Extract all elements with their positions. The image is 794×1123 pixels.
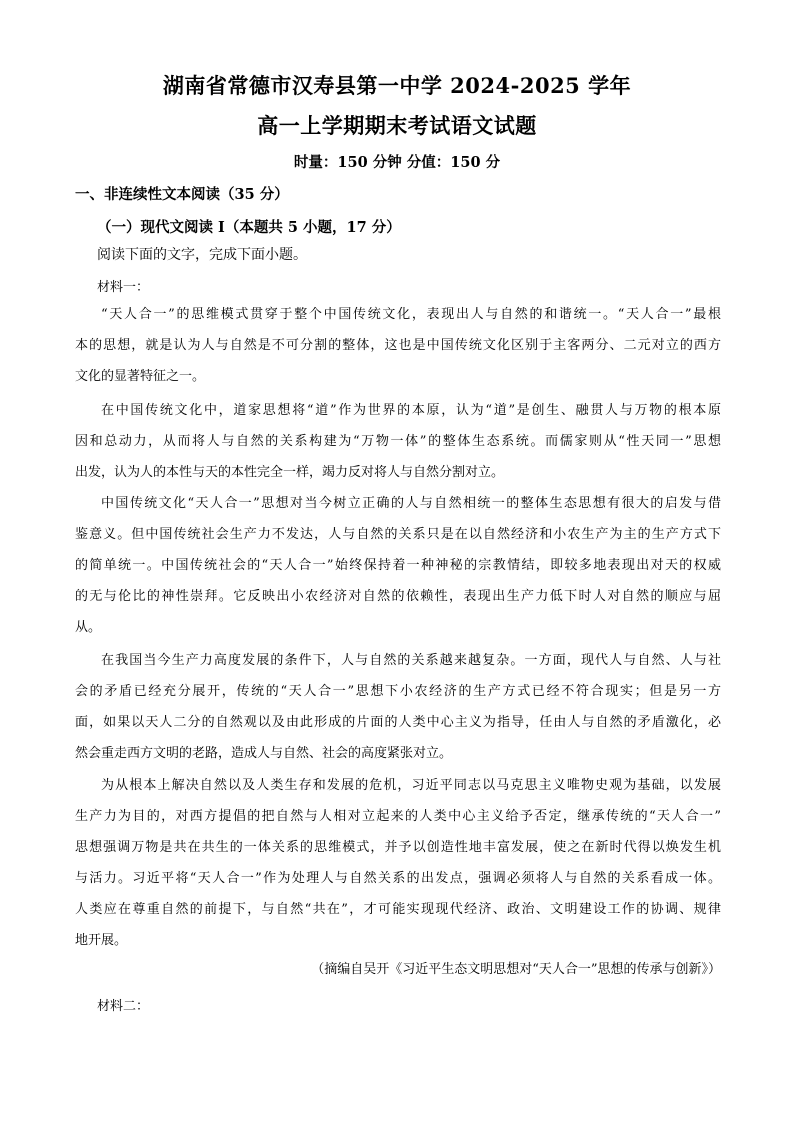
- paragraph-line: 人类应在尊重自然的前提下，与自然“共在”，才可能实现现代经济、政治、文明建设工作的协调、规律: [75, 902, 721, 917]
- paragraph-4: [75, 645, 721, 769]
- reading-instruction: 阅读下面的文字，完成下面小题。: [97, 247, 307, 263]
- section-heading: 一、非连续性文本阅读（35 分）: [75, 186, 289, 203]
- exam-meta: 时量：150 分钟 分值：150 分: [293, 154, 501, 171]
- paragraph-3: [75, 488, 721, 643]
- paragraph-line: 因和总动力，从而将人与自然的关系构建为“万物一体”的整体生态系统。而儒家则从“性天同一”思想: [75, 434, 721, 449]
- exam-title-line2: 高一上学期期末考试语文试题: [257, 113, 537, 138]
- source-citation: （摘编自吴开《习近平生态文明思想对“天人合一”思想的传承与创新》）: [311, 962, 721, 977]
- paragraph-line: 会的矛盾已经充分展开，传统的“天人合一”思想下小农经济的生产方式已经不符合现实；但是另一方: [75, 684, 721, 699]
- paragraph-line: 与活力。习近平将“天人合一”作为处理人与自然关系的出发点，强调必须将人与自然的关系看成一体。: [75, 871, 721, 886]
- paragraph-line: 的无与伦比的神性崇拜。它反映出小农经济对自然的依赖性，表现出生产力低下时人对自然的顺应与屈: [75, 589, 721, 604]
- paragraph-line: 本的思想，就是认为人与自然是不可分割的整体，这也是中国传统文化区别于主客两分、二元对立的西方: [75, 338, 721, 353]
- subsection-heading: （一）现代文阅读 I（本题共 5 小题，17 分）: [97, 219, 401, 236]
- paragraph-line: 为从根本上解决自然以及人类生存和发展的危机，习近平同志以马克思主义唯物史观为基础，以发展: [101, 778, 721, 793]
- paragraph-line: 然会重走西方文明的老路，造成人与自然、社会的高度紧张对立。: [75, 746, 453, 761]
- paragraph-line: 在中国传统文化中，道家思想将“道”作为世界的本原，认为“道”是创生、融贯人与万物的根本原: [101, 403, 721, 418]
- paragraph-line: 从。: [75, 620, 102, 635]
- paragraph-line: 在我国当今生产力高度发展的条件下，人与自然的关系越来越复杂。一方面，现代人与自然、人与社: [101, 653, 721, 668]
- paragraph-2: [75, 395, 721, 488]
- paragraph-line: 出发，认为人的本性与天的本性完全一样，竭力反对将人与自然分割对立。: [75, 465, 505, 480]
- paragraph-5: [75, 770, 721, 956]
- paragraph-line: 的简单统一。中国传统社会的“天人合一”始终保持着一种神秘的宗教情结，即较多地表现出对天的权威: [75, 558, 721, 573]
- paragraph-line: 地开展。: [75, 933, 128, 948]
- paragraph-line: 鉴意义。但中国传统社会生产力不发达，人与自然的关系只是在以自然经济和小农生产为主的生产方式下: [75, 527, 721, 542]
- paragraph-line: 文化的显著特征之一。: [75, 369, 206, 384]
- exam-title-line1: 湖南省常德市汉寿县第一中学 2024-2025 学年: [162, 73, 632, 98]
- paragraph-line: 面，如果以天人二分的自然观以及由此形成的片面的人类中心主义为指导，任由人与自然的矛盾激化，必: [75, 715, 721, 730]
- paragraph-line: 生产力为目的，对西方提倡的把自然与人相对立起来的人类中心主义给予否定，继承传统的“天人合一”: [75, 809, 721, 824]
- paragraph-line: 中国传统文化“天人合一”思想对当今树立正确的人与自然相统一的整体生态思想有很大的启发与借: [101, 496, 721, 511]
- material-two-label: 材料二：: [97, 999, 150, 1014]
- paragraph-line: “天人合一”的思维模式贯穿于整个中国传统文化，表现出人与自然的和谐统一。“天人合一”最根: [101, 307, 721, 322]
- paragraph-line: 思想强调万物是共在共生的一体关系的思维模式，并予以创造性地丰富发展，使之在新时代得以焕发生机: [75, 840, 721, 855]
- material-one-label: 材料一：: [97, 280, 150, 295]
- paragraph-1: [75, 299, 721, 392]
